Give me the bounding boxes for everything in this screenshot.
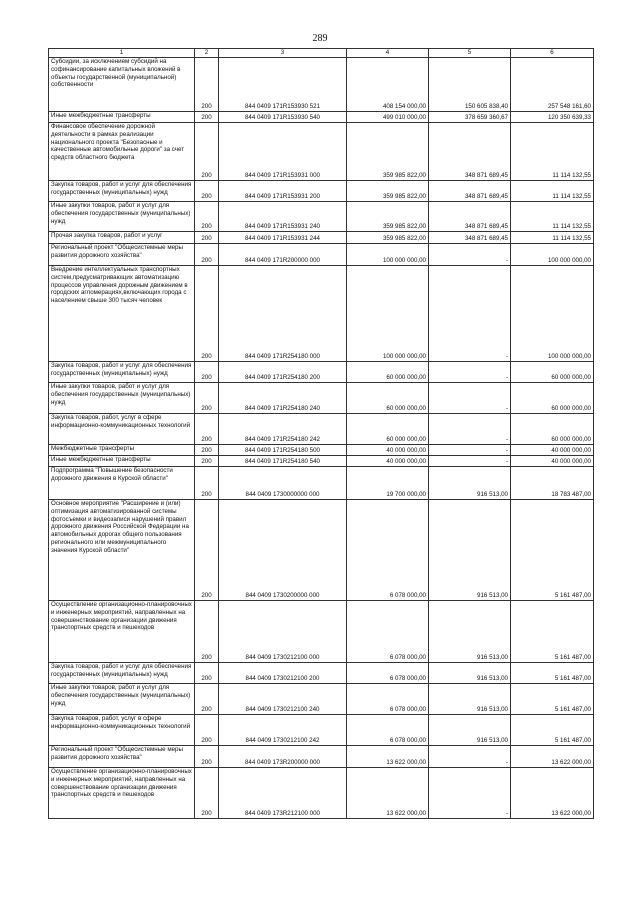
row-value-col-4: 359 985 822,00 bbox=[347, 123, 429, 181]
row-value-col-5: 378 659 360,67 bbox=[429, 112, 511, 123]
table-row bbox=[49, 456, 594, 467]
row-description: Внедрение интеллектуальных транспортных систем,предусматривающих автоматизацию процессов управления дорожным движением в городских агломерациях,включающих города с населением свыше 300 тысяч человек bbox=[49, 266, 195, 362]
row-description: Межбюджетные трансферты bbox=[49, 445, 195, 456]
header-cell: 5 bbox=[429, 49, 511, 58]
row-description: Закупка товаров, работ и услуг для обеспечения государственных (муниципальных) нужд bbox=[49, 181, 195, 202]
row-value-col-5: 916 513,00 bbox=[429, 601, 511, 663]
row-value-col-6: 60 000 000,00 bbox=[511, 414, 594, 445]
table-row bbox=[49, 601, 594, 663]
row-value-col-5: 348 871 689,45 bbox=[429, 181, 511, 202]
row-budget-code: 844 0409 171R153931 240 bbox=[219, 202, 347, 232]
row-budget-code: 844 0409 1730000000 000 bbox=[219, 467, 347, 500]
row-budget-code: 844 0409 171R254180 540 bbox=[219, 456, 347, 467]
row-description: Региональный проект "Общесистемные меры развития дорожного хозяйства" bbox=[49, 746, 195, 768]
header-cell: 6 bbox=[511, 49, 594, 58]
row-value-col-4: 13 622 000,00 bbox=[347, 746, 429, 768]
row-value-col-5: - bbox=[429, 746, 511, 768]
row-column-2: 200 bbox=[195, 383, 219, 414]
row-value-col-5: 916 513,00 bbox=[429, 500, 511, 601]
row-budget-code: 844 0409 171R153931 200 bbox=[219, 181, 347, 202]
row-value-col-4: 6 078 000,00 bbox=[347, 684, 429, 715]
row-column-2: 200 bbox=[195, 181, 219, 202]
row-budget-code: 844 0409 171R200000 000 bbox=[219, 244, 347, 266]
row-column-2: 200 bbox=[195, 601, 219, 663]
table-row bbox=[49, 383, 594, 414]
row-value-col-4: 60 000 000,00 bbox=[347, 383, 429, 414]
row-column-2: 200 bbox=[195, 456, 219, 467]
row-value-col-5: - bbox=[429, 383, 511, 414]
row-budget-code: 844 0409 171R254180 500 bbox=[219, 445, 347, 456]
row-value-col-4: 6 078 000,00 bbox=[347, 663, 429, 684]
row-value-col-4: 100 000 000,00 bbox=[347, 244, 429, 266]
row-value-col-4: 100 000 000,00 bbox=[347, 266, 429, 362]
table-row bbox=[49, 58, 594, 112]
row-description: Закупка товаров, работ, услуг в сфере информационно-коммуникационных технологий bbox=[49, 715, 195, 746]
row-column-2: 200 bbox=[195, 500, 219, 601]
row-description: Закупка товаров, работ и услуг для обеспечения государственных (муниципальных) нужд bbox=[49, 663, 195, 684]
row-value-col-5: 150 605 838,40 bbox=[429, 58, 511, 112]
row-value-col-4: 359 985 822,00 bbox=[347, 181, 429, 202]
row-budget-code: 844 0409 171R254180 242 bbox=[219, 414, 347, 445]
row-description: Иные закупки товаров, работ и услуг для обеспечения государственных (муниципальных) нужд bbox=[49, 383, 195, 414]
row-value-col-5: - bbox=[429, 456, 511, 467]
row-value-col-6: 257 548 161,60 bbox=[511, 58, 594, 112]
table-row bbox=[49, 123, 594, 181]
table-row bbox=[49, 684, 594, 715]
row-description: Закупка товаров, работ, услуг в сфере информационно-коммуникационных технологий bbox=[49, 414, 195, 445]
row-value-col-5: 348 871 689,45 bbox=[429, 123, 511, 181]
row-value-col-6: 18 783 487,00 bbox=[511, 467, 594, 500]
row-description: Прочая закупка товаров, работ и услуг bbox=[49, 232, 195, 244]
row-column-2: 200 bbox=[195, 414, 219, 445]
row-budget-code: 844 0409 171R153931 000 bbox=[219, 123, 347, 181]
row-description: Региональный проект "Общесистемные меры развития дорожного хозяйства" bbox=[49, 244, 195, 266]
row-description: Осуществление организационно-планировочных и инженерных мероприятий, направленных на совершенствование организации движения транспортных средств и пешеходов bbox=[49, 601, 195, 663]
row-value-col-4: 19 700 000,00 bbox=[347, 467, 429, 500]
table-row bbox=[49, 232, 594, 244]
table-row bbox=[49, 244, 594, 266]
row-value-col-6: 11 114 132,55 bbox=[511, 123, 594, 181]
header-cell: 4 bbox=[347, 49, 429, 58]
row-budget-code: 844 0409 171R153930 540 bbox=[219, 112, 347, 123]
row-budget-code: 844 0409 1730212100 000 bbox=[219, 601, 347, 663]
budget-table bbox=[48, 48, 594, 819]
row-description: Субсидии, за исключением субсидий на софинансирование капитальных вложений в объекты государственной (муниципальной) собственности bbox=[49, 58, 195, 112]
row-column-2: 200 bbox=[195, 467, 219, 500]
row-value-col-6: 5 161 487,00 bbox=[511, 500, 594, 601]
row-column-2: 200 bbox=[195, 202, 219, 232]
table-row bbox=[49, 715, 594, 746]
row-value-col-4: 359 985 822,00 bbox=[347, 202, 429, 232]
table-row bbox=[49, 467, 594, 500]
table-row bbox=[49, 112, 594, 123]
row-value-col-5: - bbox=[429, 266, 511, 362]
row-column-2: 200 bbox=[195, 123, 219, 181]
row-budget-code: 844 0409 171R153931 244 bbox=[219, 232, 347, 244]
row-value-col-5: 348 871 689,45 bbox=[429, 232, 511, 244]
row-value-col-4: 6 078 000,00 bbox=[347, 715, 429, 746]
row-budget-code: 844 0409 1730212100 242 bbox=[219, 715, 347, 746]
row-budget-code: 844 0409 173R200000 000 bbox=[219, 746, 347, 768]
row-column-2: 200 bbox=[195, 684, 219, 715]
row-budget-code: 844 0409 1730200000 000 bbox=[219, 500, 347, 601]
row-description: Иные закупки товаров, работ и услуг для обеспечения государственных (муниципальных) нужд bbox=[49, 202, 195, 232]
row-budget-code: 844 0409 173R212100 000 bbox=[219, 768, 347, 819]
row-value-col-6: 5 161 487,00 bbox=[511, 663, 594, 684]
row-value-col-5: - bbox=[429, 768, 511, 819]
row-value-col-6: 100 000 000,00 bbox=[511, 266, 594, 362]
row-column-2: 200 bbox=[195, 112, 219, 123]
table-header-row bbox=[49, 49, 594, 58]
row-budget-code: 844 0409 171R254180 240 bbox=[219, 383, 347, 414]
row-column-2: 200 bbox=[195, 58, 219, 112]
row-value-col-6: 40 000 000,00 bbox=[511, 456, 594, 467]
row-description: Закупка товаров, работ и услуг для обеспечения государственных (муниципальных) нужд bbox=[49, 362, 195, 383]
row-value-col-6: 13 622 000,00 bbox=[511, 746, 594, 768]
row-value-col-6: 60 000 000,00 bbox=[511, 362, 594, 383]
row-value-col-6: 11 114 132,55 bbox=[511, 232, 594, 244]
table-row bbox=[49, 202, 594, 232]
row-budget-code: 844 0409 171R254180 000 bbox=[219, 266, 347, 362]
row-column-2: 200 bbox=[195, 445, 219, 456]
row-column-2: 200 bbox=[195, 232, 219, 244]
row-description: Осуществление организационно-планировочных и инженерных мероприятий, направленных на совершенствование организации движения транспортных средств и пешеходов bbox=[49, 768, 195, 819]
row-value-col-5: - bbox=[429, 445, 511, 456]
row-value-col-4: 60 000 000,00 bbox=[347, 362, 429, 383]
header-cell: 1 bbox=[49, 49, 195, 58]
table-row bbox=[49, 445, 594, 456]
row-description: Финансовое обеспечение дорожной деятельности в рамках реализации национального проекта "Безопасные и качественные автомобильные дороги" за счет средств областного бюджета bbox=[49, 123, 195, 181]
row-value-col-5: 916 513,00 bbox=[429, 715, 511, 746]
table-row bbox=[49, 414, 594, 445]
row-description: Подпрограмма "Повышение безопасности дорожного движения в Курской области" bbox=[49, 467, 195, 500]
row-value-col-5: 348 871 689,45 bbox=[429, 202, 511, 232]
table-row bbox=[49, 768, 594, 819]
header-cell: 3 bbox=[219, 49, 347, 58]
table-row bbox=[49, 663, 594, 684]
table-row bbox=[49, 266, 594, 362]
row-value-col-6: 120 350 639,33 bbox=[511, 112, 594, 123]
row-value-col-4: 6 078 000,00 bbox=[347, 601, 429, 663]
row-value-col-5: - bbox=[429, 362, 511, 383]
row-description: Иные межбюджетные трансферты bbox=[49, 456, 195, 467]
row-value-col-6: 5 161 487,00 bbox=[511, 684, 594, 715]
row-value-col-4: 6 078 000,00 bbox=[347, 500, 429, 601]
row-value-col-4: 60 000 000,00 bbox=[347, 414, 429, 445]
table-row bbox=[49, 362, 594, 383]
row-column-2: 200 bbox=[195, 663, 219, 684]
row-budget-code: 844 0409 171R254180 200 bbox=[219, 362, 347, 383]
row-value-col-6: 5 161 487,00 bbox=[511, 715, 594, 746]
row-column-2: 200 bbox=[195, 746, 219, 768]
row-value-col-4: 359 985 822,00 bbox=[347, 232, 429, 244]
row-budget-code: 844 0409 171R153930 521 bbox=[219, 58, 347, 112]
row-value-col-6: 100 000 000,00 bbox=[511, 244, 594, 266]
row-value-col-4: 13 622 000,00 bbox=[347, 768, 429, 819]
row-value-col-5: 916 513,00 bbox=[429, 663, 511, 684]
row-description: Иные закупки товаров, работ и услуг для обеспечения государственных (муниципальных) нужд bbox=[49, 684, 195, 715]
table-row bbox=[49, 500, 594, 601]
table-row bbox=[49, 181, 594, 202]
row-value-col-5: 916 513,00 bbox=[429, 684, 511, 715]
row-value-col-5: - bbox=[429, 414, 511, 445]
row-value-col-4: 40 000 000,00 bbox=[347, 445, 429, 456]
row-column-2: 200 bbox=[195, 266, 219, 362]
row-value-col-4: 40 000 000,00 bbox=[347, 456, 429, 467]
row-value-col-6: 40 000 000,00 bbox=[511, 445, 594, 456]
row-column-2: 200 bbox=[195, 768, 219, 819]
row-description: Основное мероприятие "Расширение и (или) оптимизация автоматизированной системы фотосъемки и видеозаписи нарушений правил дорожного движения Российской Федерации на автомобильных дорогах общего пользования регионального или межмуниципального значения Курской области" bbox=[49, 500, 195, 601]
row-value-col-4: 408 154 000,00 bbox=[347, 58, 429, 112]
table-row bbox=[49, 746, 594, 768]
row-value-col-6: 5 161 487,00 bbox=[511, 601, 594, 663]
row-budget-code: 844 0409 1730212100 200 bbox=[219, 663, 347, 684]
row-budget-code: 844 0409 1730212100 240 bbox=[219, 684, 347, 715]
row-value-col-5: - bbox=[429, 244, 511, 266]
row-value-col-6: 60 000 000,00 bbox=[511, 383, 594, 414]
row-column-2: 200 bbox=[195, 244, 219, 266]
row-column-2: 200 bbox=[195, 362, 219, 383]
row-value-col-6: 13 622 000,00 bbox=[511, 768, 594, 819]
row-value-col-6: 11 114 132,55 bbox=[511, 202, 594, 232]
page-number: 289 bbox=[312, 33, 328, 44]
row-value-col-6: 11 114 132,55 bbox=[511, 181, 594, 202]
row-column-2: 200 bbox=[195, 715, 219, 746]
row-description: Иные межбюджетные трансферты bbox=[49, 112, 195, 123]
header-cell: 2 bbox=[195, 49, 219, 58]
row-value-col-5: 916 513,00 bbox=[429, 467, 511, 500]
row-value-col-4: 499 010 000,00 bbox=[347, 112, 429, 123]
table-body bbox=[49, 58, 594, 819]
